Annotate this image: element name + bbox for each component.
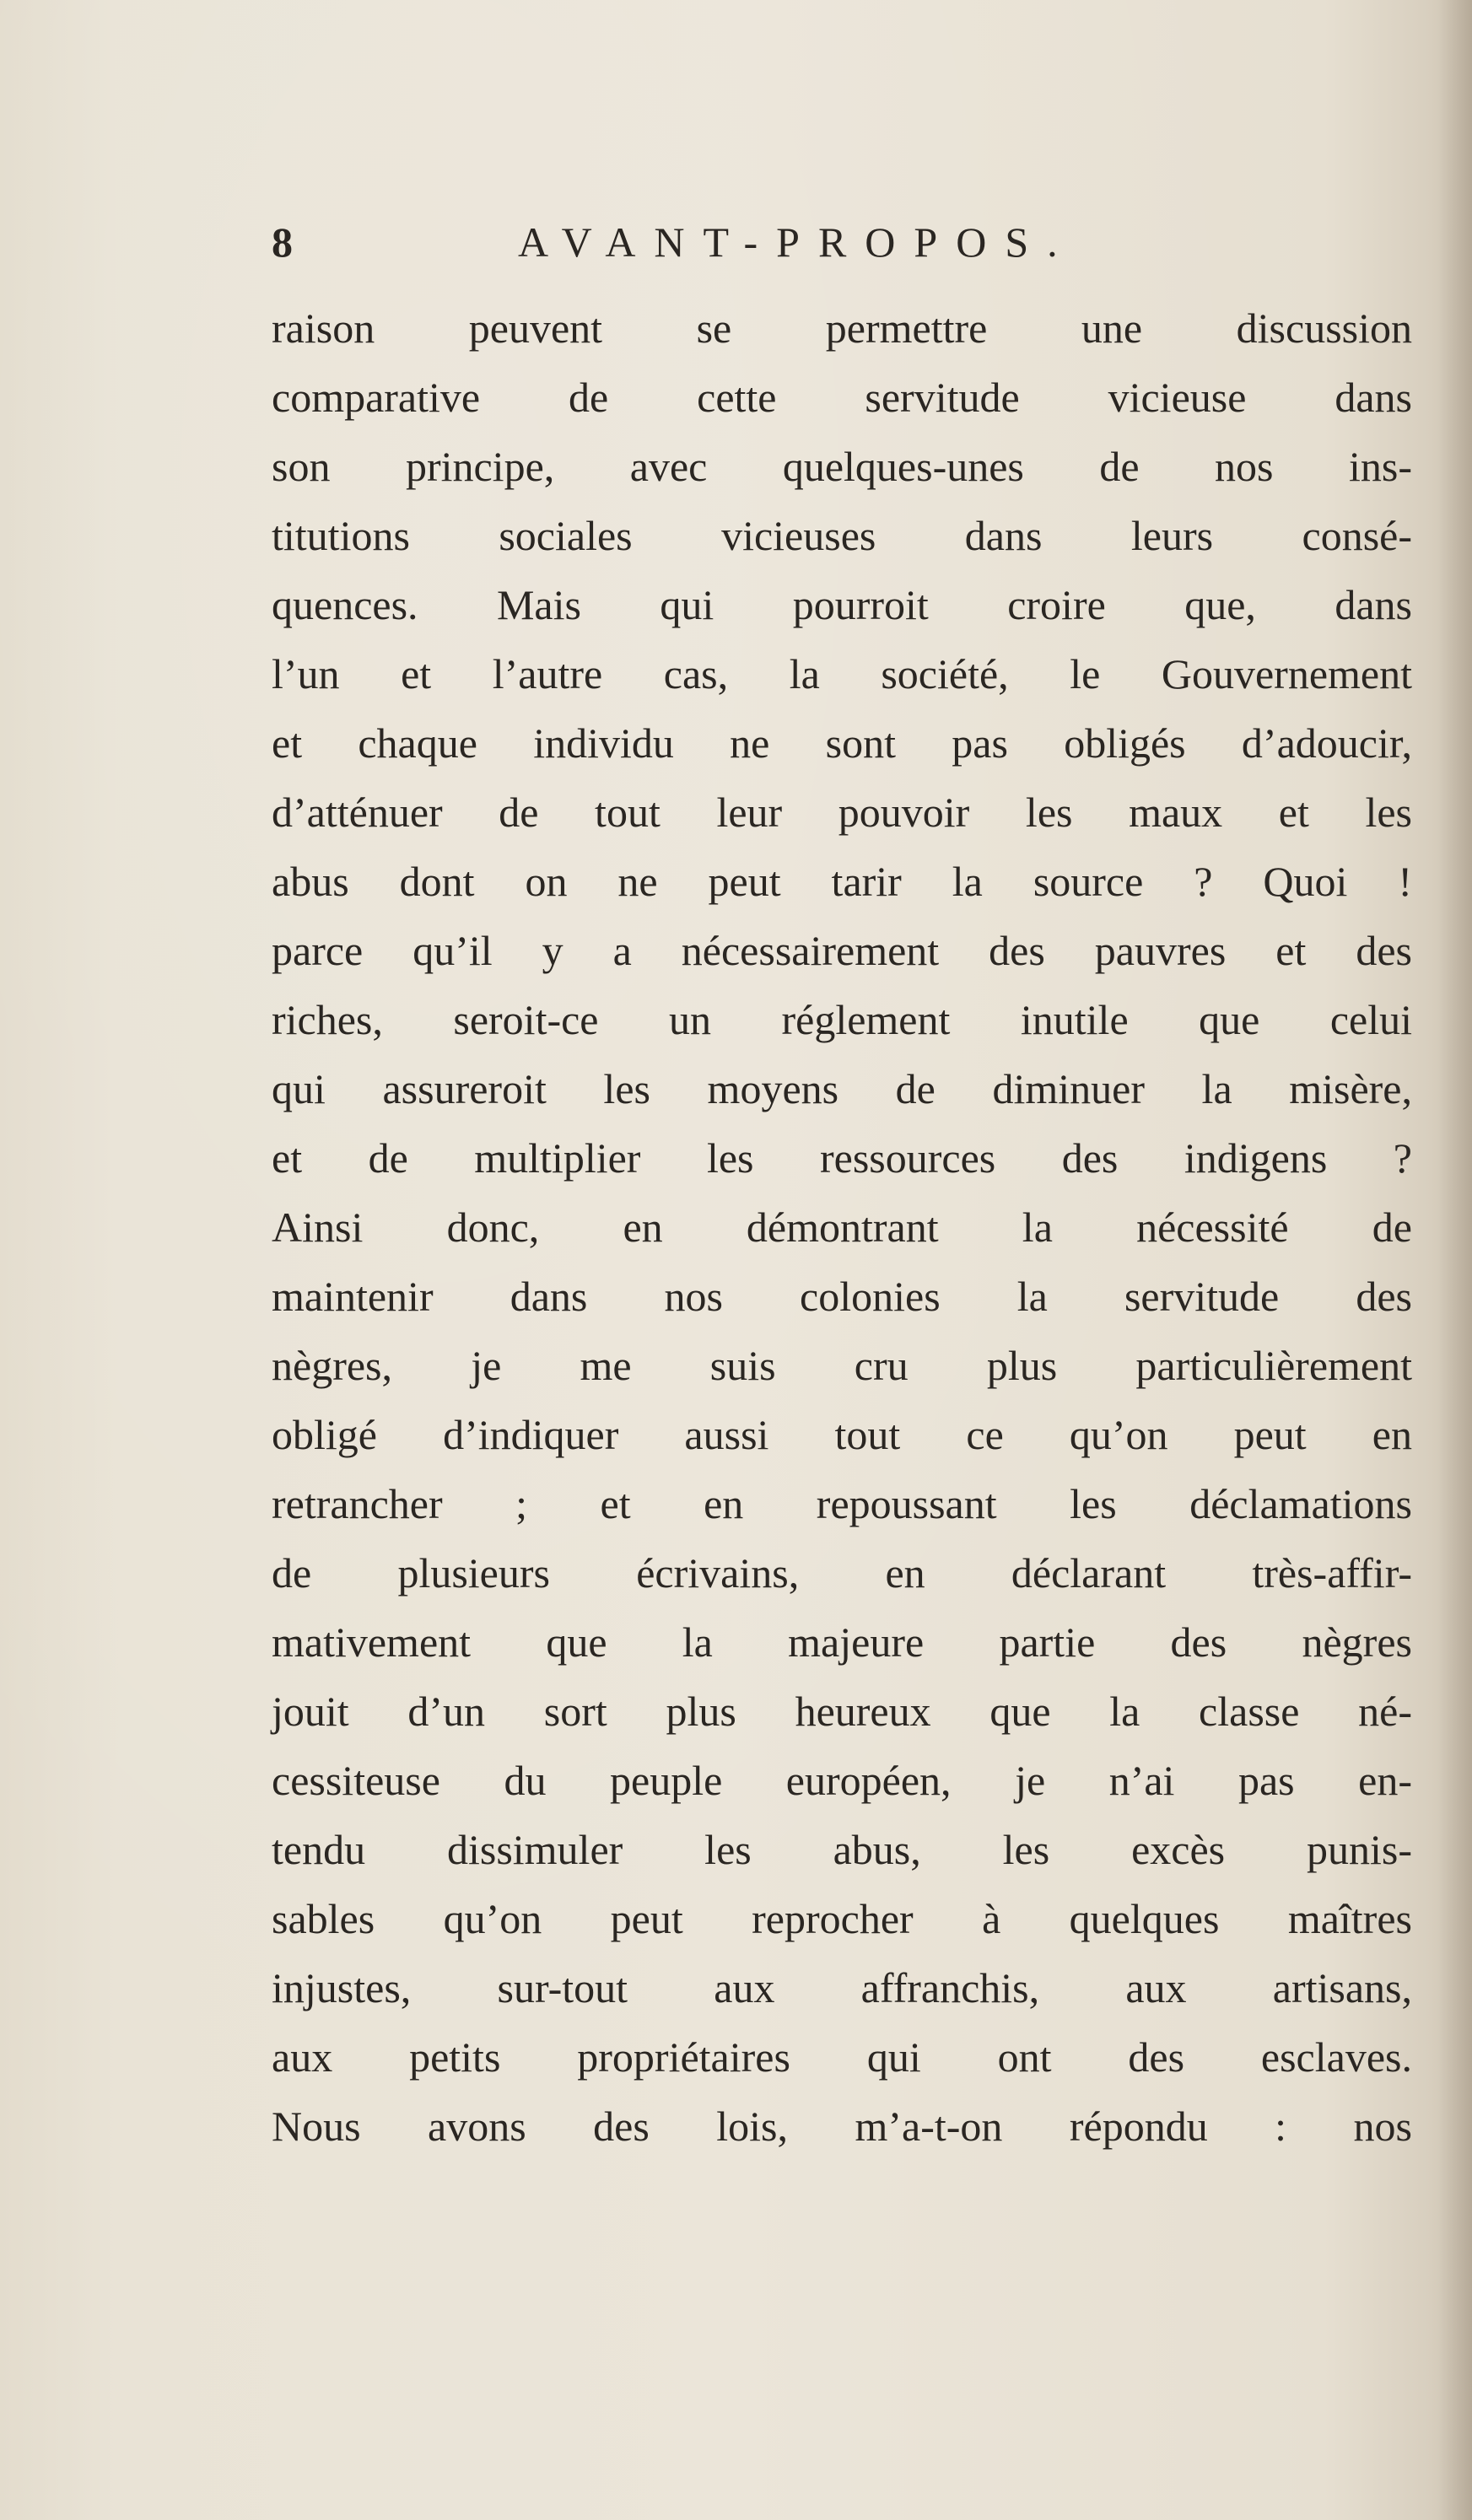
- running-head-title: AVANT-PROPOS.: [518, 218, 1076, 266]
- text-line: sables qu’on peut reprocher à quelques maîtres: [272, 1895, 1412, 1942]
- running-head: [272, 213, 1410, 272]
- text-line: cessiteuse du peuple européen, je n’ai pas en-: [272, 1757, 1412, 1804]
- text-line: abus dont on ne peut tarir la source ? Quoi !: [272, 858, 1412, 905]
- text-line: comparative de cette servitude vicieuse dans: [272, 374, 1412, 421]
- text-line: injustes, sur-tout aux affranchis, aux artisans,: [272, 1964, 1412, 2011]
- text-line: raison peuvent se permettre une discussion: [272, 304, 1412, 352]
- text-line: aux petits propriétaires qui ont des esclaves.: [272, 2033, 1412, 2081]
- text-line: Ainsi donc, en démontrant la nécessité de: [272, 1203, 1412, 1251]
- text-line: d’atténuer de tout leur pouvoir les maux et les: [272, 789, 1412, 836]
- text-line: mativement que la majeure partie des nègres: [272, 1618, 1412, 1666]
- text-line: obligé d’indiquer aussi tout ce qu’on peut en: [272, 1411, 1412, 1458]
- text-line: et de multiplier les ressources des indigens ?: [272, 1134, 1412, 1182]
- text-line: nègres, je me suis cru plus particulièrement: [272, 1342, 1412, 1389]
- text-line: et chaque individu ne sont pas obligés d’adoucir,: [272, 719, 1412, 767]
- page-gutter-shadow: [1438, 0, 1472, 2520]
- text-line: l’un et l’autre cas, la société, le Gouvernement: [272, 650, 1412, 697]
- text-line: son principe, avec quelques-unes de nos ins-: [272, 443, 1412, 490]
- text-line: maintenir dans nos colonies la servitude des: [272, 1273, 1412, 1320]
- text-line: jouit d’un sort plus heureux que la classe né-: [272, 1688, 1412, 1735]
- text-line: de plusieurs écrivains, en déclarant très-affir-: [272, 1549, 1412, 1597]
- text-line: retrancher ; et en repoussant les déclamations: [272, 1480, 1412, 1527]
- text-line: riches, seroit-ce un réglement inutile que celui: [272, 996, 1412, 1043]
- text-line: parce qu’il y a nécessairement des pauvres et des: [272, 927, 1412, 974]
- text-line: Nous avons des lois, m’a-t-on répondu : nos: [272, 2103, 1412, 2150]
- page-number: 8: [272, 218, 293, 266]
- text-line: qui assureroit les moyens de diminuer la misère,: [272, 1065, 1412, 1112]
- text-line: tendu dissimuler les abus, les excès punis-: [272, 1826, 1412, 1873]
- body-text: [272, 293, 1412, 2161]
- text-line: titutions sociales vicieuses dans leurs consé-: [272, 512, 1412, 559]
- text-line: quences. Mais qui pourroit croire que, dans: [272, 581, 1412, 628]
